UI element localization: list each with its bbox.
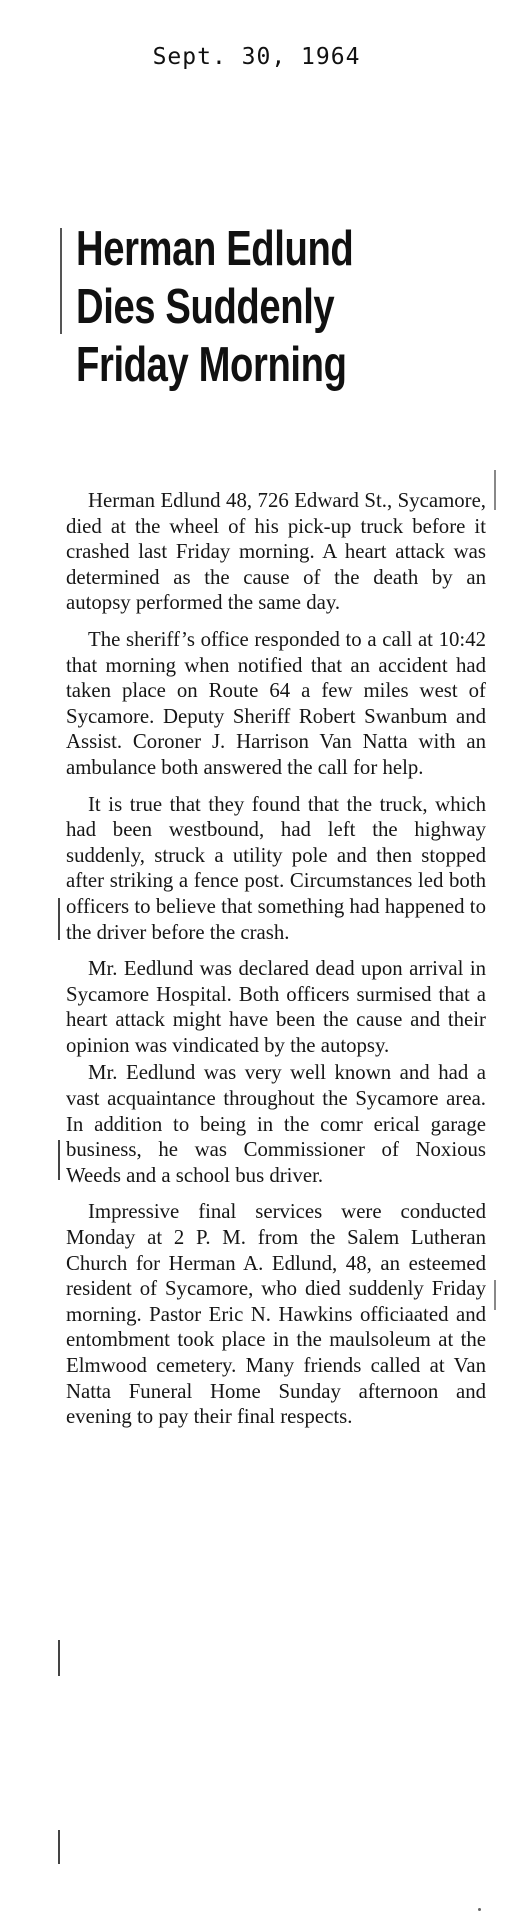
paragraph-4: Mr. Eedlund was declared dead upon arrival in Sycamore Hospital. Both officers surmised that a heart attack might have been the cause and their opinion was vindicated by the autopsy. [66, 957, 486, 1057]
headline [76, 220, 505, 394]
headline-line-3: Friday Morning [76, 338, 347, 392]
paragraph-6: Impressive final services were conducted Monday at 2 P. M. from the Salem Lutheran Church for Herman A. Edlund, 48, an esteemed resident of Sycamore, who died suddenly Friday morning. Pastor Eric N. Hawkins officiaated and entombment took place in the maulsoleum at the Elmwood cemetery. Many friends called at Van Natta Funeral Home Sunday afternoon and evening to pay their final respects. [66, 1200, 486, 1429]
clipping-edge-mark [58, 1830, 60, 1864]
clipping-edge-mark [494, 1280, 496, 1310]
clipping-edge-mark [58, 1140, 60, 1180]
headline-line-1: Herman Edlund [76, 222, 354, 276]
paragraph-3: It is true that they found that the truck, which had been westbound, had left the highway suddenly, struck a utility pole and then stopped after striking a fence post. Circumstances led both officers to believe that something had happened to the driver before the crash. [66, 792, 486, 944]
paragraph-2: The sheriff’s office responded to a call at 10:42 that morning when notified that an accident had taken place on Route 64 a few miles west of Sycamore. Deputy Sheriff Robert Swanbum and Assist. Coroner J. Harrison Van Natta with an ambulance both answered the call for help. [66, 627, 486, 779]
clipping-edge-mark [58, 1640, 60, 1676]
dateline: Sept. 30, 1964 [152, 44, 361, 70]
paragraph-5: Mr. Eedlund was very well known and had a vast acquaintance throughout the Sycamore area. In addition to being in the comr erical garage business, he was Commissioner of Noxious Weeds and a school bus driver. [66, 1061, 486, 1187]
paragraph-1: Herman Edlund 48, 726 Edward St., Sycamore, died at the wheel of his pick-up truck before it crashed last Friday morning. A heart attack was determined as the cause of the death by an autopsy performed the same day. [66, 489, 486, 615]
news-clipping [62, 220, 490, 394]
article-body [66, 488, 486, 1441]
clipping-edge-mark [58, 898, 60, 940]
clipping-edge-mark [494, 470, 496, 510]
scan-speck [478, 1908, 481, 1911]
headline-line-2: Dies Suddenly [76, 280, 335, 334]
